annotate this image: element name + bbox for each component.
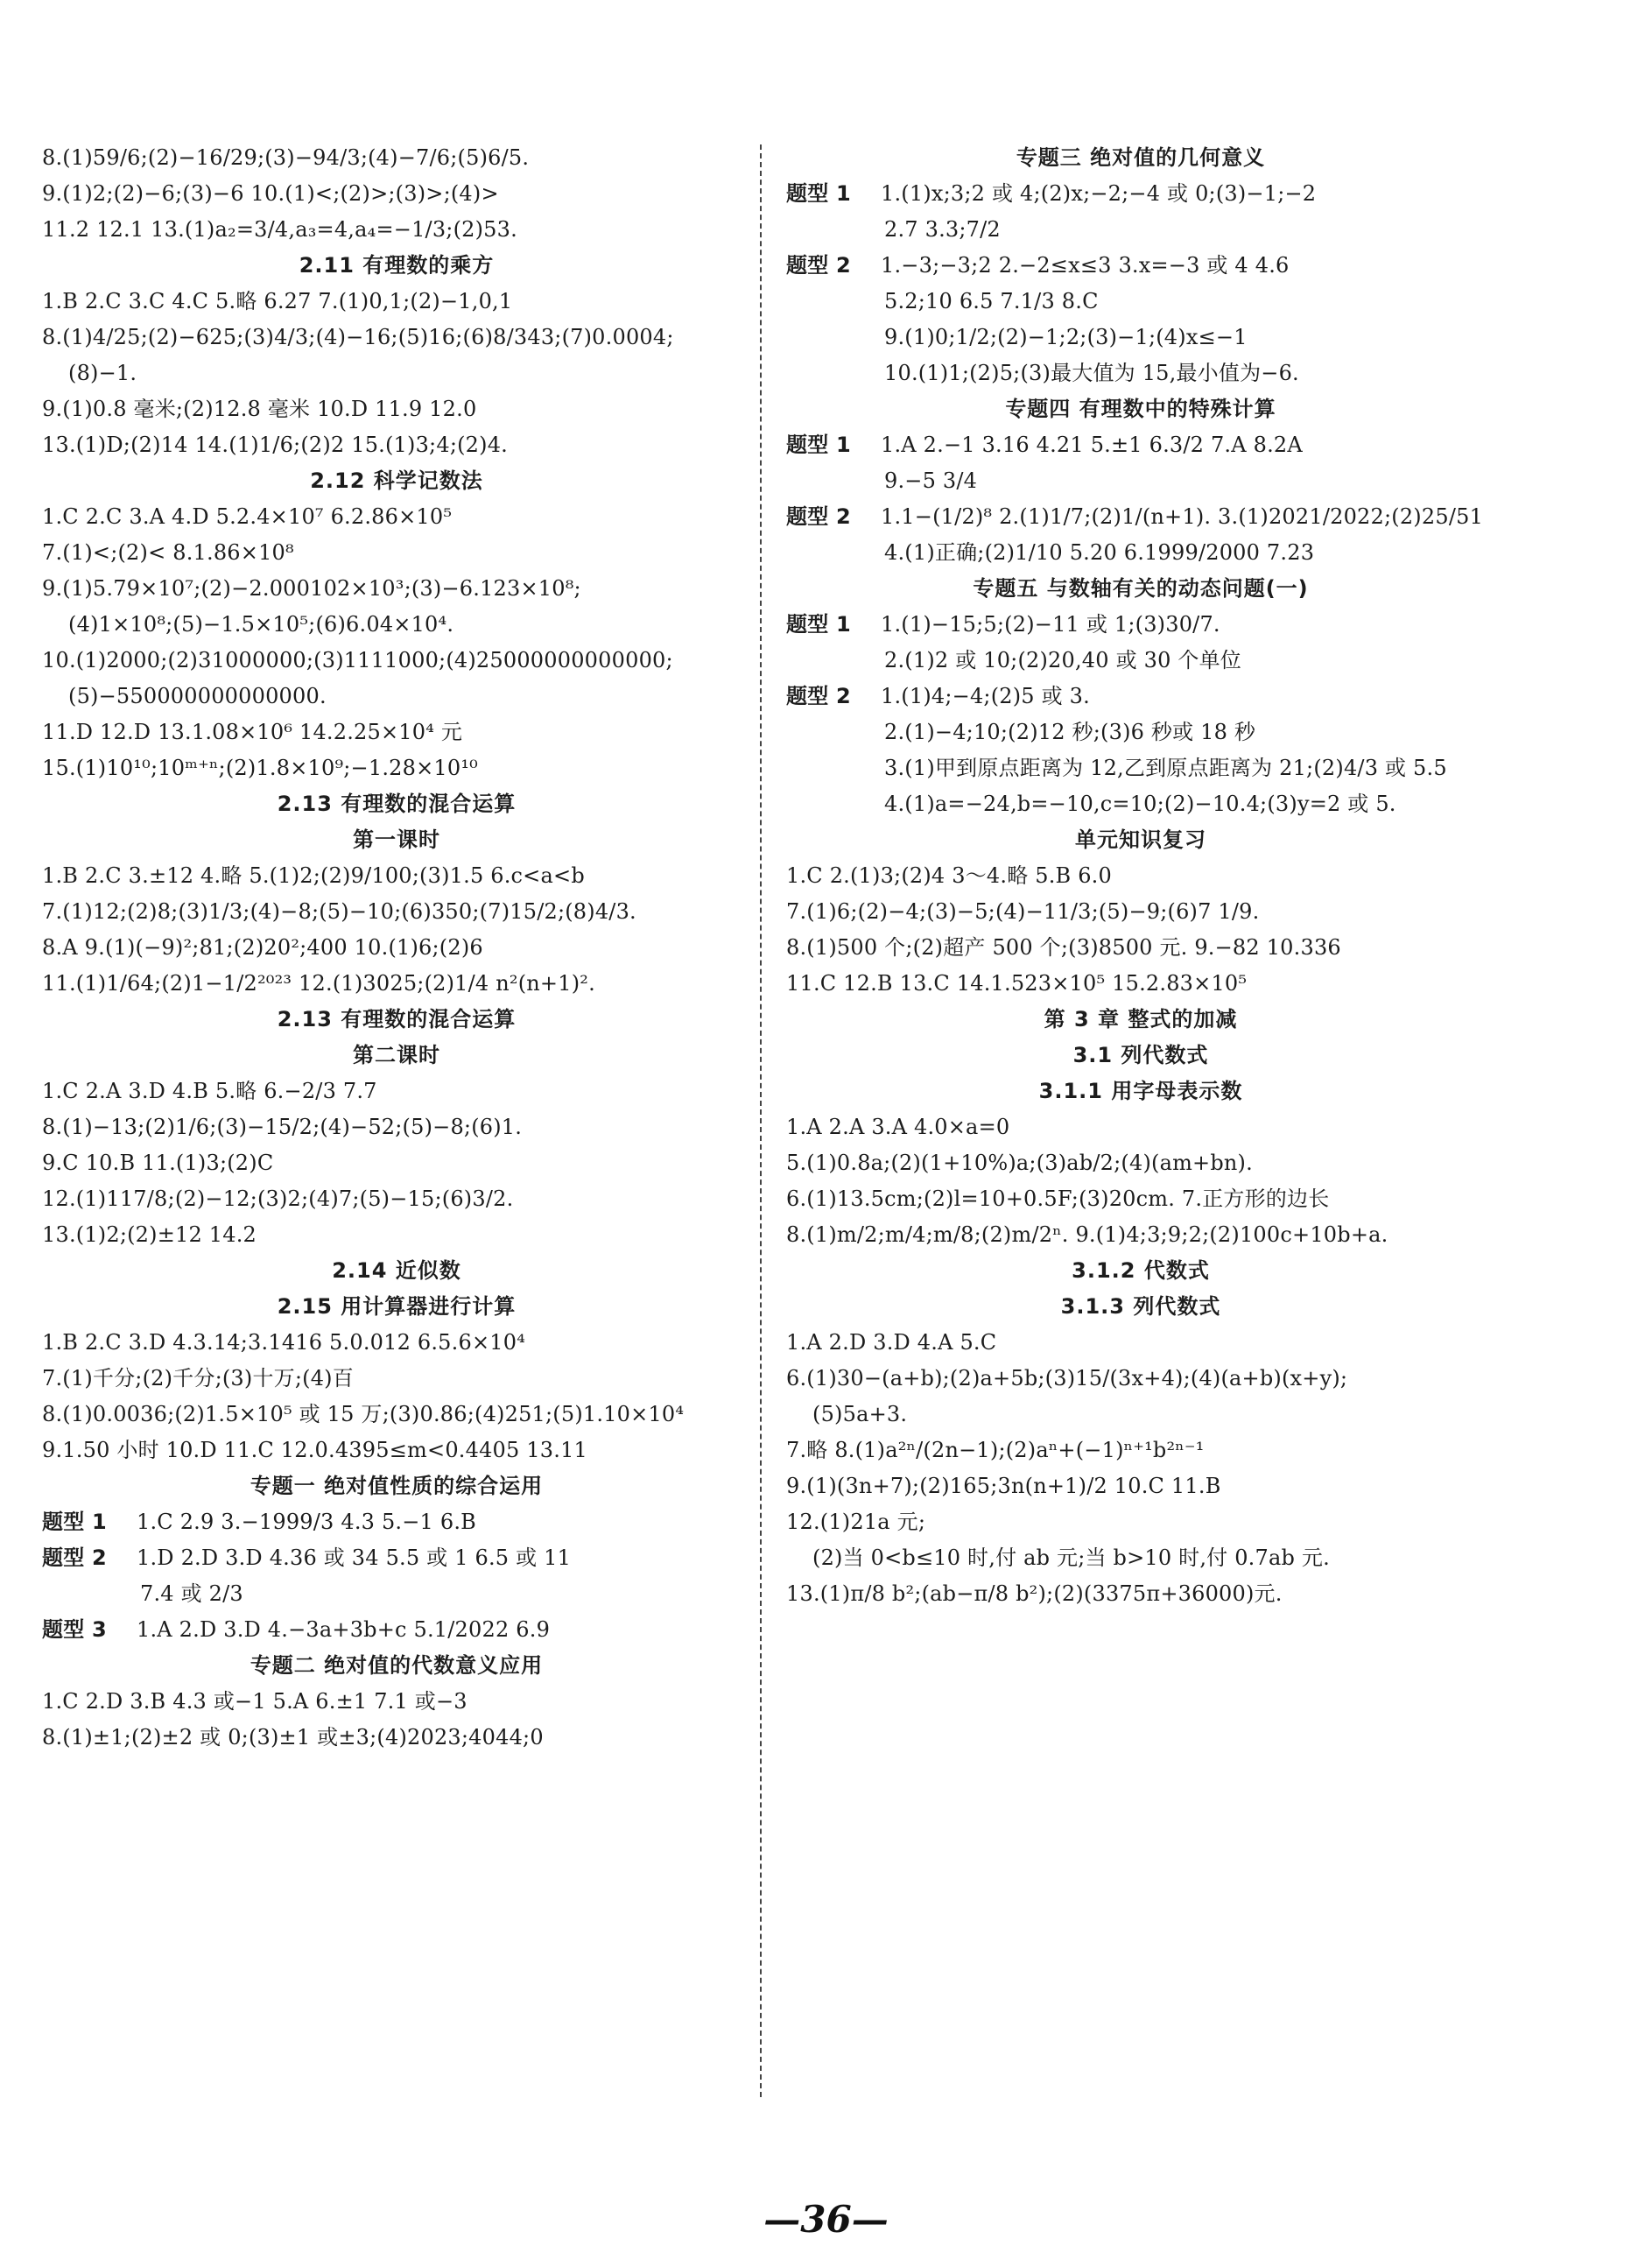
answer-line: 2.(1)−4;10;(2)12 秒;(3)6 秒或 18 秒 <box>884 720 1256 744</box>
section-heading: 专题五 与数轴有关的动态问题(一) <box>973 576 1309 601</box>
answer-line: (5)5a+3. <box>812 1402 908 1426</box>
answer-line: 7.(1)6;(2)−4;(3)−5;(4)−11/3;(5)−9;(6)7 1/9. <box>786 899 1260 924</box>
question-type-label: 题型 3 <box>42 1617 107 1642</box>
section-heading: 3.1.1 用字母表示数 <box>1038 1079 1243 1103</box>
left-column <box>42 144 751 1760</box>
right-column <box>786 144 1495 1616</box>
answer-line: 5.2;10 6.5 7.1/3 8.C <box>884 289 1099 313</box>
answer-line: 9.(1)0.8 毫米;(2)12.8 毫米 10.D 11.9 12.0 <box>42 397 477 421</box>
answer-line: 9.(1)5.79×10⁷;(2)−2.000102×10³;(3)−6.123×10⁸; <box>42 576 581 601</box>
question-type-label: 题型 1 <box>786 181 851 206</box>
answer-line: 2.(1)2 或 10;(2)20,40 或 30 个单位 <box>884 648 1241 672</box>
question-type-label: 题型 1 <box>786 612 851 637</box>
answer-line: 9.−5 3/4 <box>884 468 978 493</box>
answer-line: 13.(1)π/8 b²;(ab−π/8 b²);(2)(3375π+36000)元. <box>786 1581 1283 1606</box>
section-heading: 单元知识复习 <box>1075 827 1206 852</box>
question-type-label: 题型 2 <box>786 684 851 708</box>
question-type-label: 题型 2 <box>786 504 851 529</box>
answer-line: 9.(1)(3n+7);(2)165;3n(n+1)/2 10.C 11.B <box>786 1474 1221 1498</box>
answer-line: 1.C 2.(1)3;(2)4 3～4.略 5.B 6.0 <box>786 863 1112 888</box>
answer-line: 15.(1)10¹⁰;10ᵐ⁺ⁿ;(2)1.8×10⁹;−1.28×10¹⁰ <box>42 756 478 780</box>
answer-line: 7.4 或 2/3 <box>140 1581 243 1606</box>
section-heading: 第 3 章 整式的加减 <box>1044 1007 1238 1031</box>
page-number: —36— <box>763 2198 889 2241</box>
answer-line: 2.7 3.3;7/2 <box>884 217 1001 242</box>
section-heading: 专题四 有理数中的特殊计算 <box>1005 397 1276 421</box>
answer-line: 11.(1)1/64;(2)1−1/2²⁰²³ 12.(1)3025;(2)1/4 n²(n+1)². <box>42 971 595 996</box>
section-heading: 2.13 有理数的混合运算 <box>277 792 517 816</box>
question-type-label: 题型 1 <box>786 433 851 457</box>
question-type-row <box>786 683 1495 709</box>
section-heading: 2.14 近似数 <box>332 1258 461 1283</box>
section-heading: 2.12 科学记数法 <box>310 468 483 493</box>
answer-line: 9.(1)2;(2)−6;(3)−6 10.(1)<;(2)>;(3)>;(4)> <box>42 181 499 206</box>
section-heading: 2.13 有理数的混合运算 <box>277 1007 517 1031</box>
answer-line: 1.A 2.D 3.D 4.A 5.C <box>786 1330 997 1355</box>
question-type-row <box>42 1545 751 1571</box>
answer-text: 1.(1)x;3;2 或 4;(2)x;−2;−4 或 0;(3)−1;−2 <box>881 181 1317 206</box>
answer-text: 1.(1)4;−4;(2)5 或 3. <box>881 684 1090 708</box>
answer-line: 1.C 2.A 3.D 4.B 5.略 6.−2/3 7.7 <box>42 1079 377 1103</box>
answer-line: 7.(1)12;(2)8;(3)1/3;(4)−8;(5)−10;(6)350;(7)15/2;(8)4/3. <box>42 899 636 924</box>
answer-line: 9.C 10.B 11.(1)3;(2)C <box>42 1151 274 1175</box>
answer-line: 7.(1)千分;(2)千分;(3)十万;(4)百 <box>42 1366 354 1390</box>
answer-line: 10.(1)2000;(2)31000000;(3)1111000;(4)25000000000000; <box>42 648 673 672</box>
answer-line: 10.(1)1;(2)5;(3)最大值为 15,最小值为−6. <box>884 361 1299 385</box>
answer-text: 1.A 2.D 3.D 4.−3a+3b+c 5.1/2022 6.9 <box>137 1617 551 1642</box>
answer-line: 8.(1)±1;(2)±2 或 0;(3)±1 或±3;(4)2023;4044;0 <box>42 1725 544 1750</box>
question-type-label: 题型 2 <box>786 253 851 278</box>
answer-line: 7.略 8.(1)a²ⁿ/(2n−1);(2)aⁿ+(−1)ⁿ⁺¹b²ⁿ⁻¹ <box>786 1438 1205 1462</box>
answer-line: 7.(1)<;(2)< 8.1.86×10⁸ <box>42 540 294 565</box>
answer-line: 8.(1)59/6;(2)−16/29;(3)−94/3;(4)−7/6;(5)6/5. <box>42 145 530 170</box>
section-heading: 3.1.2 代数式 <box>1072 1258 1210 1283</box>
section-heading: 3.1 列代数式 <box>1072 1043 1209 1067</box>
section-heading: 3.1.3 列代数式 <box>1060 1294 1221 1319</box>
answer-line: 1.B 2.C 3.±12 4.略 5.(1)2;(2)9/100;(3)1.5 6.c<a<b <box>42 863 585 888</box>
section-heading: 专题二 绝对值的代数意义应用 <box>250 1653 544 1678</box>
section-heading: 2.11 有理数的乘方 <box>299 253 495 278</box>
answer-text: 1.(1)−15;5;(2)−11 或 1;(3)30/7. <box>881 612 1220 637</box>
answer-line: (8)−1. <box>68 361 137 385</box>
answer-line: 13.(1)D;(2)14 14.(1)1/6;(2)2 15.(1)3;4;(2)4. <box>42 433 508 457</box>
answer-text: 1.−3;−3;2 2.−2≤x≤3 3.x=−3 或 4 4.6 <box>881 253 1290 278</box>
section-heading: 第一课时 <box>353 827 440 852</box>
column-divider <box>760 144 762 2097</box>
answer-line: 6.(1)13.5cm;(2)l=10+0.5F;(3)20cm. 7.正方形的边长 <box>786 1186 1330 1211</box>
section-heading: 专题一 绝对值性质的综合运用 <box>250 1474 544 1498</box>
question-type-label: 题型 2 <box>42 1545 107 1570</box>
answer-line: 12.(1)117/8;(2)−12;(3)2;(4)7;(5)−15;(6)3/2. <box>42 1186 514 1211</box>
answer-line: 9.1.50 小时 10.D 11.C 12.0.4395≤m<0.4405 13.11 <box>42 1438 588 1462</box>
answer-line: 8.(1)0.0036;(2)1.5×10⁵ 或 15 万;(3)0.86;(4)251;(5)1.10×10⁴ <box>42 1402 685 1426</box>
question-type-label: 题型 1 <box>42 1510 107 1534</box>
answer-line: 8.(1)500 个;(2)超产 500 个;(3)8500 元. 9.−82 10.336 <box>786 935 1341 960</box>
answer-line: 8.(1)−13;(2)1/6;(3)−15/2;(4)−52;(5)−8;(6)1. <box>42 1115 523 1139</box>
question-type-row <box>786 432 1495 458</box>
answer-line: 12.(1)21a 元; <box>786 1510 926 1534</box>
answer-text: 1.1−(1/2)⁸ 2.(1)1/7;(2)1/(n+1). 3.(1)2021/2022;(2)25/51 <box>881 504 1484 529</box>
answer-line: 8.(1)4/25;(2)−625;(3)4/3;(4)−16;(5)16;(6)8/343;(7)0.0004; <box>42 325 674 349</box>
answer-line: (4)1×10⁸;(5)−1.5×10⁵;(6)6.04×10⁴. <box>68 612 454 637</box>
answer-line: 8.A 9.(1)(−9)²;81;(2)20²;400 10.(1)6;(2)6 <box>42 935 483 960</box>
section-heading: 2.15 用计算器进行计算 <box>277 1294 517 1319</box>
section-heading: 第二课时 <box>353 1043 440 1067</box>
question-type-row <box>786 611 1495 637</box>
question-type-row <box>786 180 1495 207</box>
answer-line: 4.(1)正确;(2)1/10 5.20 6.1999/2000 7.23 <box>884 540 1315 565</box>
answer-line: 3.(1)甲到原点距离为 12,乙到原点距离为 21;(2)4/3 或 5.5 <box>884 756 1447 780</box>
answer-line: 11.D 12.D 13.1.08×10⁶ 14.2.25×10⁴ 元 <box>42 720 463 744</box>
answer-text: 1.C 2.9 3.−1999/3 4.3 5.−1 6.B <box>137 1510 476 1534</box>
answer-line: (2)当 0<b≤10 时,付 ab 元;当 b>10 时,付 0.7ab 元. <box>812 1545 1330 1570</box>
answer-text: 1.A 2.−1 3.16 4.21 5.±1 6.3/2 7.A 8.2A <box>881 433 1303 457</box>
answer-text: 1.D 2.D 3.D 4.36 或 34 5.5 或 1 6.5 或 11 <box>137 1545 572 1570</box>
answer-line: (5)−550000000000000. <box>68 684 327 708</box>
answer-line: 1.B 2.C 3.C 4.C 5.略 6.27 7.(1)0,1;(2)−1,0,1 <box>42 289 513 313</box>
answer-line: 1.C 2.C 3.A 4.D 5.2.4×10⁷ 6.2.86×10⁵ <box>42 504 453 529</box>
answer-line: 4.(1)a=−24,b=−10,c=10;(2)−10.4;(3)y=2 或 5. <box>884 792 1396 816</box>
question-type-row <box>42 1616 751 1643</box>
answer-line: 5.(1)0.8a;(2)(1+10%)a;(3)ab/2;(4)(am+bn). <box>786 1151 1253 1175</box>
answer-line: 13.(1)2;(2)±12 14.2 <box>42 1222 257 1247</box>
answer-line: 9.(1)0;1/2;(2)−1;2;(3)−1;(4)x≤−1 <box>884 325 1248 349</box>
answer-line: 1.A 2.A 3.A 4.0×a=0 <box>786 1115 1010 1139</box>
answer-line: 8.(1)m/2;m/4;m/8;(2)m/2ⁿ. 9.(1)4;3;9;2;(2)100c+10b+a. <box>786 1222 1388 1247</box>
answer-line: 11.C 12.B 13.C 14.1.523×10⁵ 15.2.83×10⁵ <box>786 971 1248 996</box>
answer-line: 1.B 2.C 3.D 4.3.14;3.1416 5.0.012 6.5.6×10⁴ <box>42 1330 526 1355</box>
answer-line: 11.2 12.1 13.(1)a₂=3/4,a₃=4,a₄=−1/3;(2)53. <box>42 217 517 242</box>
question-type-row <box>786 503 1495 530</box>
answer-line: 6.(1)30−(a+b);(2)a+5b;(3)15/(3x+4);(4)(a+b)(x+y); <box>786 1366 1348 1390</box>
answer-line: 1.C 2.D 3.B 4.3 或−1 5.A 6.±1 7.1 或−3 <box>42 1689 467 1714</box>
question-type-row <box>42 1509 751 1535</box>
question-type-row <box>786 252 1495 278</box>
section-heading: 专题三 绝对值的几何意义 <box>1016 145 1266 170</box>
